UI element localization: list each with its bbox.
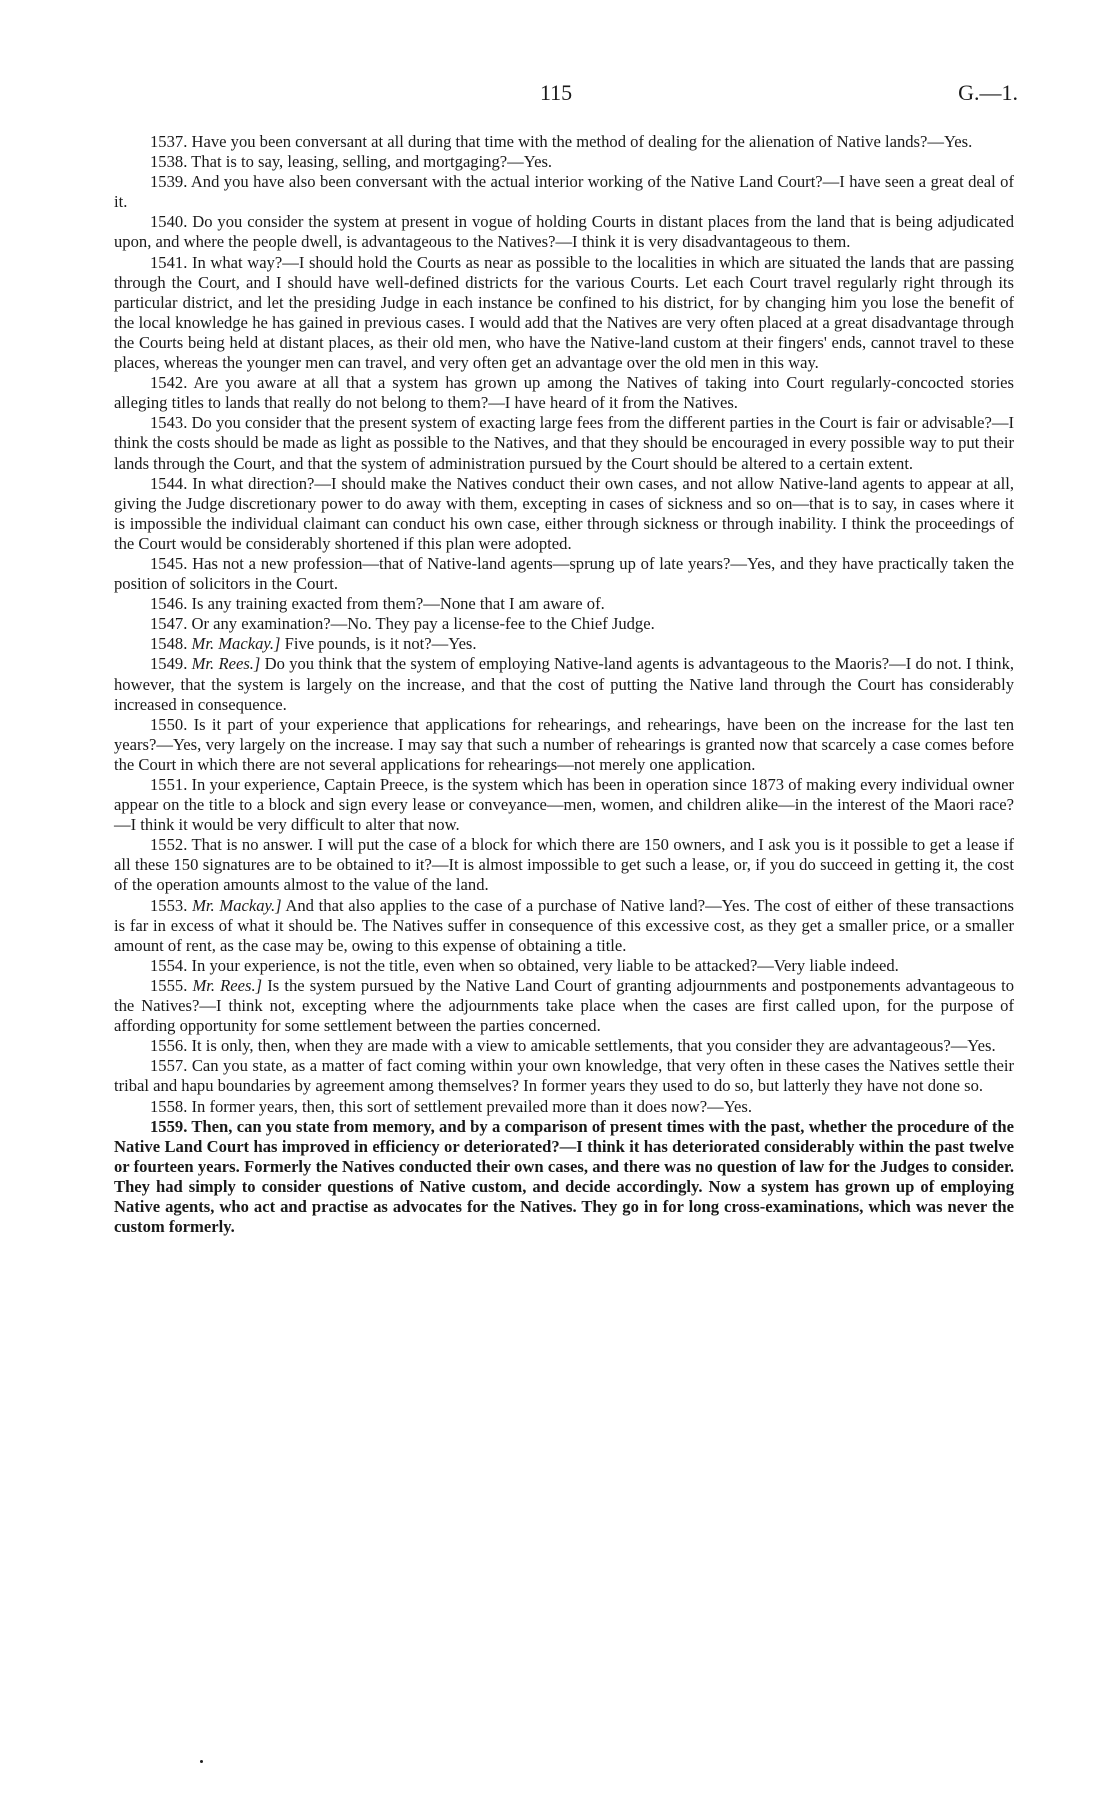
paragraph <box>114 654 1014 714</box>
speaker-label: Mr. Mackay.] <box>192 895 282 915</box>
question-number: 1555. <box>150 975 188 995</box>
paragraph: 1542. Are you aware at all that a system has grown up among the Natives of taking into Court regularly-concocted stories alleging titles to lands that really do not belong to them?—I have heard of it from the Natives. <box>114 373 1014 413</box>
paragraph: 1543. Do you consider that the present system of exacting large fees from the different parties in the Court is fair or advisable?—I think the costs should be made as light as possible to the Natives, and that they should be encouraged in every possible way to put their lands through the Court, and that the system of administration pursued by the Court should be altered to a certain extent. <box>114 413 1014 473</box>
paragraph-text: Do you think that the system of employing Native-land agents is advantageous to the Maoris?—I do not. I think, however, that the system is largely on the increase, and that the cost of putting the Native land through the Court has considerably increased in consequence. <box>114 654 1015 714</box>
paragraph: 1539. And you have also been conversant with the actual interior working of the Native Land Court?—I have seen a great deal of it. <box>114 172 1014 212</box>
paragraph: 1556. It is only, then, when they are made with a view to amicable settlements, that you consider they are advantageous?—Yes. <box>150 1036 996 1056</box>
paragraph: 1558. In former years, then, this sort of settlement prevailed more than it does now?—Yes. <box>150 1096 753 1116</box>
speaker-label: Mr. Rees.] <box>192 975 263 995</box>
paragraph: 1547. Or any examination?—No. They pay a license-fee to the Chief Judge. <box>150 614 655 634</box>
speaker-label: Mr. Rees.] <box>191 654 261 674</box>
ink-speck <box>200 1760 203 1763</box>
speaker-label: Mr. Mackay.] <box>191 634 281 654</box>
series-reference: G.—1. <box>958 80 1018 105</box>
paragraph: 1554. In your experience, is not the title, even when so obtained, very liable to be attacked?—Very liable indeed. <box>150 955 899 975</box>
paragraph-text: Five pounds, is it not?—Yes. <box>284 634 477 654</box>
paragraph: 1550. Is it part of your experience that applications for rehearings, and rehearings, have been on the increase for the last ten years?—Yes, very largely on the increase. I may say that such a number of rehearings is granted now that scarcely a case comes before the Court in which there are not several applications for rehearings—not merely one application. <box>114 714 1014 774</box>
paragraph: 1546. Is any training exacted from them?—None that I am aware of. <box>150 594 605 614</box>
paragraph: 1541. In what way?—I should hold the Courts as near as possible to the localities in which are situated the lands that are passing through the Court, and I should have well-defined districts for the various Courts. Let each Court travel regularly right through its particular district, and let the presiding Judge in each instance be confined to his district, for by changing him you lose the benefit of the local knowledge he has gained in previous cases. I would add that the Natives are very often placed at a great disadvantage through the Courts being held at distant places, as their old men, who have the Native-land custom at their fingers' ends, cannot travel to these places, whereas the younger men can travel, and very often get an advantage over the old men in this way. <box>114 252 1014 373</box>
paragraph: 1552. That is no answer. I will put the case of a block for which there are 150 owners, and I ask you is it possible to get a lease if all these 150 signatures are to be obtained to it?—It is almost impossible to get such a lease, or, if you do succeed in getting it, the cost of the operation amounts almost to the value of the land. <box>114 835 1014 895</box>
question-number: 1548. <box>150 634 188 654</box>
paragraph <box>114 896 1014 956</box>
paragraph: 1537. Have you been conversant at all during that time with the method of dealing for the alienation of Native lands?—Yes. <box>150 132 973 151</box>
question-number: 1549. <box>150 654 188 674</box>
paragraph <box>114 634 1014 654</box>
page-number: 115 <box>540 80 573 105</box>
paragraph: 1540. Do you consider the system at present in vogue of holding Courts in distant places from the land that is being adjudicated upon, and where the people dwell, is advantageous to the Natives?—I think it is very disadvantageous to them. <box>114 212 1014 252</box>
paragraph <box>114 976 1014 1036</box>
paragraph: 1538. That is to say, leasing, selling, and mortgaging?—Yes. <box>150 152 553 172</box>
paragraph: 1557. Can you state, as a matter of fact coming within your own knowledge, that very often in these cases the Natives settle their tribal and hapu boundaries by agreement among themselves? In former years they used to do so, but latterly they have not done so. <box>114 1056 1014 1096</box>
paragraph-text: And that also applies to the case of a purchase of Native land?—Yes. The cost of either of these transactions is far in excess of what it should be. The Natives suffer in consequence of this excessive cost, as they get a smaller price, or a smaller amount of rent, as the case may be, owing to this expense of obtaining a title. <box>114 895 1014 955</box>
question-number: 1553. <box>150 895 188 915</box>
paragraph: 1544. In what direction?—I should make the Natives conduct their own cases, and not allow Native-land agents to appear at all, giving the Judge discretionary power to do away with them, excepting in cases of sickness and so on—that is to say, in cases where it is impossible the individual claimant can conduct his own case, either through sickness or through inability. I think the proceedings of the Court would be considerably shortened if this plan were adopted. <box>114 473 1014 553</box>
paragraph-text: Is the system pursued by the Native Land Court of granting adjournments and postponements advantageous to the Natives?—I think not, excepting where the adjournments take place when the cases are first called upon, for the purpose of affording opportunity for some settlement between the parties concerned. <box>114 975 1015 1036</box>
paragraph: 1551. In your experience, Captain Preece, is the system which has been in operation since 1873 of making every individual owner appear on the title to a block and sign every lease or conveyance—men, women, and children alike—in the interest of the Maori race?—I think it would be very difficult to alter that now. <box>114 775 1015 835</box>
document-body <box>114 132 1014 1237</box>
paragraph: 1559. Then, can you state from memory, and by a comparison of present times with the past, whether the procedure of the Native Land Court has improved in efficiency or deteriorated?—I think it has deteriorated considerably within the past twelve or fourteen years. Formerly the Natives conducted their own cases, and there was no question of law for the Judges to consider. They had simply to consider questions of Native custom, and decide accordingly. Now a system has grown up of employing Native agents, who act and practise as advocates for the Natives. They go in for long cross-examinations, which was never the custom formerly. <box>114 1116 1014 1237</box>
paragraph: 1545. Has not a new profession—that of Native-land agents—sprung up of late years?—Yes, and they have practically taken the position of solicitors in the Court. <box>114 553 1014 594</box>
